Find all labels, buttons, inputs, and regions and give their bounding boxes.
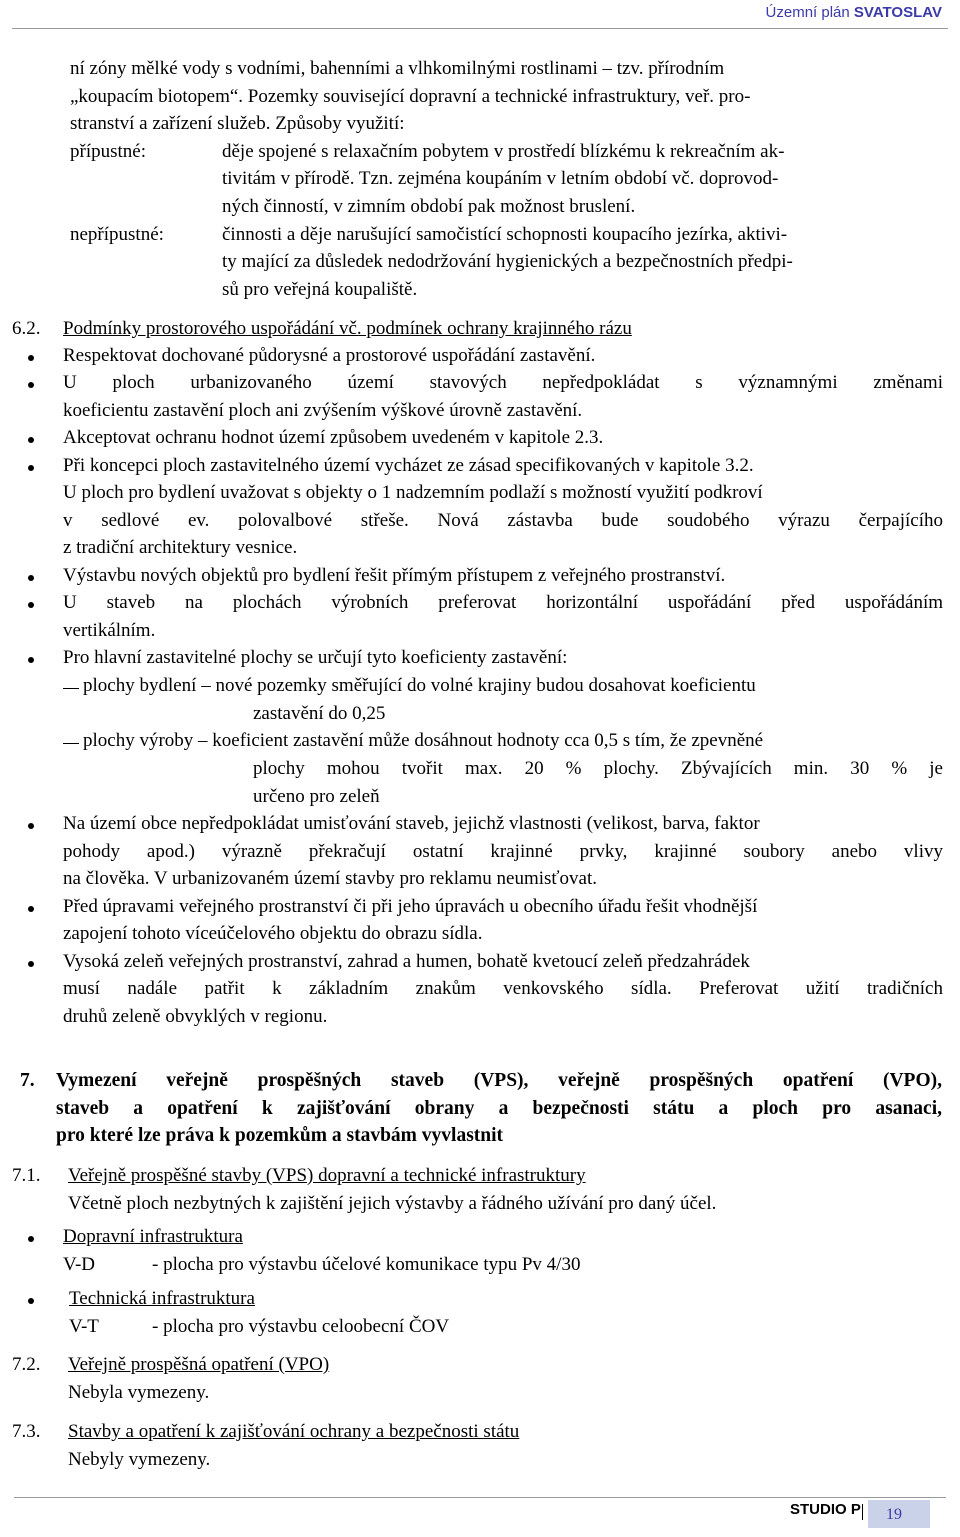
bullet-icon [28, 382, 34, 388]
bullet-icon [28, 602, 34, 608]
bullet-icon [28, 961, 34, 967]
list-item-continuation: v sedlové ev. polovalbové střeše. Nová zástavba bude soudobého výrazu čerpajícího [63, 510, 943, 531]
intro-line-1: ní zóny mělké vody s vodními, bahenními a vlhkomilnými rostlinami – tzv. přírodním [70, 58, 725, 79]
section-7-1-text: Včetně ploch nezbytných k zajištění jejich výstavby a řádného užívání pro daný účel. [68, 1193, 717, 1214]
bullet-icon [28, 355, 34, 361]
vd-code: V-D [63, 1254, 96, 1275]
header-name: SVATOSLAV [853, 4, 942, 21]
bullet-icon [28, 465, 34, 471]
bullet-icon [28, 575, 34, 581]
header-label: Územní plán [765, 4, 850, 21]
list-item-continuation: musí nadále patřit k základním znakům venkovského sídla. Preferovat užití tradičních [63, 978, 943, 999]
intro-line-2: „koupacím biotopem“. Pozemky související dopravní a technické infrastruktury, veř. pro- [70, 86, 751, 107]
section-7-2-text: Nebyla vymezeny. [68, 1382, 210, 1403]
list-item: U staveb na plochách výrobních preferovat horizontální uspořádání před uspořádáním [63, 592, 943, 613]
dash-icon [63, 743, 79, 744]
list-item: Při koncepci ploch zastavitelného území vycházet ze zásad specifikovaných v kapitole 3.2. [63, 455, 754, 476]
header-rule [12, 28, 948, 29]
intro-line-3: stranství a zařízení služeb. Způsoby využití: [70, 113, 405, 134]
dash-icon [63, 688, 79, 689]
list-item-continuation: z tradiční architektury vesnice. [63, 537, 298, 558]
sub-item-continuation: určeno pro zeleň [253, 786, 380, 807]
vt-code: V-T [69, 1316, 99, 1337]
pripustne-label: přípustné: [70, 141, 146, 162]
section-6-2-number: 6.2. [12, 318, 41, 339]
section-7-3-text: Nebyly vymezeny. [68, 1449, 211, 1470]
nepripustne-line-2: ty mající za důsledek nedodržování hygienických a bezpečnostních předpi- [222, 251, 793, 272]
section-7-title-line-3: pro které lze práva k pozemkům a stavbám vyvlastnit [56, 1125, 504, 1146]
section-7-3-title: Stavby a opatření k zajišťování ochrany a bezpečnosti státu [68, 1421, 520, 1442]
list-item-continuation: vertikálním. [63, 620, 156, 641]
page-header [766, 4, 942, 21]
list-item-continuation: pohody apod.) výrazně překračují ostatní krajinné prvky, krajinné soubory anebo vlivy [63, 841, 943, 862]
footer-separator [862, 1504, 863, 1520]
sub-item-continuation: plochy mohou tvořit max. 20 % plochy. Zbývajících min. 30 % je [253, 758, 943, 779]
list-item: Vysoká zeleň veřejných prostranství, zahrad a humen, bohatě kvetoucí zeleň předzahrádek [63, 951, 750, 972]
footer-rule [14, 1497, 946, 1498]
list-item-continuation: na člověka. V urbanizovaném území stavby pro reklamu neumisťovat. [63, 868, 597, 889]
sub-item-continuation: zastavění do 0,25 [253, 703, 386, 724]
bullet-icon [28, 906, 34, 912]
list-item: Výstavbu nových objektů pro bydlení řešit přímým přístupem z veřejného prostranství. [63, 565, 726, 586]
nepripustne-label: nepřípustné: [70, 224, 164, 245]
bullet-icon [28, 1236, 34, 1242]
list-item-continuation: zapojení tohoto víceúčelového objektu do obrazu sídla. [63, 923, 483, 944]
list-item-continuation: U ploch pro bydlení uvažovat s objekty o 1 nadzemním podlaží s možností využití podkroví [63, 482, 763, 503]
technicka-title: Technická infrastruktura [69, 1288, 255, 1309]
sub-item: plochy výroby – koeficient zastavění může dosáhnout hodnoty cca 0,5 s tím, že zpevněné [83, 730, 764, 751]
doprava-title: Dopravní infrastruktura [63, 1226, 243, 1247]
bullet-icon [28, 437, 34, 443]
section-7-2-title: Veřejně prospěšná opatření (VPO) [68, 1354, 330, 1375]
sub-item: plochy bydlení – nové pozemky směřující do volné krajiny budou dosahovat koeficientu [83, 675, 756, 696]
nepripustne-line-1: činnosti a děje narušující samočistící schopnosti koupacího jezírka, aktivi- [222, 224, 788, 245]
section-7-1-number: 7.1. [12, 1165, 41, 1186]
list-item: Respektovat dochované půdorysné a prostorové uspořádání zastavění. [63, 345, 596, 366]
section-7-title-line-1: Vymezení veřejně prospěšných staveb (VPS), veřejně prospěšných opatření (VPO), [56, 1070, 942, 1091]
section-6-2-title: Podmínky prostorového uspořádání vč. podmínek ochrany krajinného rázu [63, 318, 632, 339]
pripustne-line-2: tivitám v přírodě. Tzn. zejména koupáním v letním období vč. doprovod- [222, 168, 779, 189]
section-7-3-number: 7.3. [12, 1421, 41, 1442]
list-item: Před úpravami veřejného prostranství či při jeho úpravách u obecního úřadu řešit vhodnější [63, 896, 758, 917]
nepripustne-line-3: sů pro veřejná koupaliště. [222, 279, 418, 300]
list-item-continuation: druhů zeleně obvyklých v regionu. [63, 1006, 328, 1027]
list-item: Akceptovat ochranu hodnot území způsobem uvedeném v kapitole 2.3. [63, 427, 604, 448]
section-7-title-line-2: staveb a opatření k zajišťování obrany a bezpečnosti státu a ploch pro asanaci, [56, 1098, 942, 1119]
list-item: U ploch urbanizovaného území stavových nepředpokládat s významnými změnami [63, 372, 943, 393]
pripustne-line-1: děje spojené s relaxačním pobytem v prostředí blízkému k rekreačním ak- [222, 141, 785, 162]
list-item: Na území obce nepředpokládat umisťování staveb, jejichž vlastnosti (velikost, barva, faktor [63, 813, 760, 834]
pripustne-line-3: ných činností, v zimním období pak možnost bruslení. [222, 196, 636, 217]
section-7-1-title: Veřejně prospěšné stavby (VPS) dopravní a technické infrastruktury [68, 1165, 586, 1186]
bullet-icon [28, 823, 34, 829]
page-number: 19 [886, 1506, 902, 1523]
bullet-icon [28, 657, 34, 663]
section-7-2-number: 7.2. [12, 1354, 41, 1375]
footer-studio: STUDIO P [790, 1501, 861, 1518]
list-item: Pro hlavní zastavitelné plochy se určují tyto koeficienty zastavění: [63, 647, 568, 668]
vd-text: - plocha pro výstavbu účelové komunikace typu Pv 4/30 [152, 1254, 581, 1275]
vt-text: - plocha pro výstavbu celoobecní ČOV [152, 1316, 450, 1337]
section-7-number: 7. [20, 1070, 35, 1091]
bullet-icon [28, 1298, 34, 1304]
list-item-continuation: koeficientu zastavění ploch ani zvýšením výškové úrovně zastavění. [63, 400, 583, 421]
